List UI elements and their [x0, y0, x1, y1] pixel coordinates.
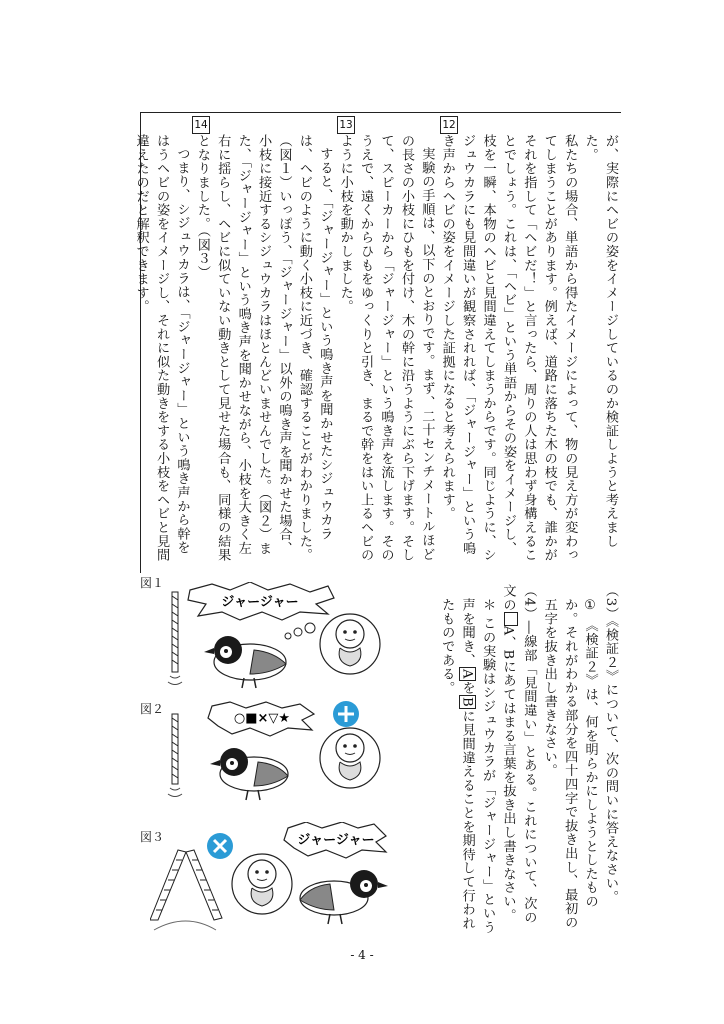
speech-burst — [208, 702, 314, 736]
answer-box-a: A — [459, 669, 475, 680]
question-4-text-a: ―線部「見間違い」とある。これについて、次の文の — [500, 584, 537, 925]
snake-thought-bubble — [232, 854, 292, 914]
bird-icon — [300, 870, 388, 924]
speech-burst-text: ○■×▽★ — [233, 711, 291, 726]
bird-icon — [204, 636, 286, 688]
figure-2-illustration — [150, 700, 390, 818]
question-3-1-text: 《検証２》は、何を明らかにしようとしたものか。それがわかる部分を四十四字で抜き出し、最初の五字を抜き出し書きなさい。 — [541, 598, 598, 930]
question-4-number: （4） — [521, 584, 537, 621]
passage-paragraph: 実験の手順は、以下のとおりです。まず、二十センチメートルほどの長さの小枝にひもを付け、木の幹に沿うようにぶら下げます。そして、スピーカーから「ジャージャー」という鳴き声を流します。そのうえで、遠くからひもをゆっくりと引き、まるで幹をはい上るヘビのように小枝を動かしました。 — [337, 134, 435, 562]
speech-burst-text: ジャージャー — [221, 595, 299, 610]
motion-lines — [168, 676, 182, 685]
figure-1-label: 図１ — [140, 576, 165, 590]
bird-icon — [210, 748, 288, 800]
figure-1-illustration — [150, 582, 390, 700]
thought-dots — [285, 623, 315, 639]
passage-text — [133, 134, 620, 564]
stick-diagonal-right — [186, 850, 222, 920]
questions — [380, 584, 620, 934]
stick-diagonal-left — [150, 850, 186, 920]
paragraph-number-12: 12 — [440, 116, 458, 134]
question-3-1 — [538, 598, 599, 934]
plus-badge-icon — [333, 701, 359, 727]
question-4-note — [436, 598, 497, 934]
stick-vertical — [172, 714, 178, 784]
question-3-1-number: ① — [582, 598, 598, 614]
speech-burst-text: ジャージャー — [297, 833, 375, 848]
paragraph-number-13: 13 — [337, 116, 355, 134]
passage-paragraph: すると、「ジャージャー」という鳴き声を聞かせたシジュウカラは、ヘビのように動く小枝に近づき、確認することがわかりました。（図１）いっぽう、「ジャージャー」以外の鳴き声を聞かせた場合、小枝に接近するシジュウカラはほとんどいませんでした。（図２）また、「ジャージャー」という鳴き声を聞かせながら、小枝を大きく左右に揺らし、ヘビに似ていない動きとして見せた場合も、同様の結果となりました。（図３） — [194, 134, 333, 562]
page-number: - 4 - — [350, 948, 374, 962]
question-4 — [497, 584, 538, 934]
note-text-a: この実験はシジュウカラが「ジャージャー」という声を聞き、 — [459, 598, 496, 935]
note-text-c: に見間違えることを期待して行われたものである。 — [439, 598, 475, 931]
figure-3-illustration — [150, 822, 390, 940]
note-text-b: を — [459, 681, 475, 695]
answer-box-square — [504, 612, 518, 626]
question-3-heading: （3）《検証２》について、次の問いに答えなさい。 — [603, 584, 618, 904]
answer-box-b: B — [459, 696, 475, 708]
passage-paragraph: が、実際にヘビの姿をイメージしているのか検証しようと考えました。 — [582, 134, 618, 548]
paragraph-number-14: 14 — [192, 116, 210, 134]
passage-paragraph: 私たちの場合、単語から得たイメージによって、物の見え方が変わってしまうことがあります。例えば、道路に落ちた木の枝でも、誰かがそれを指して「ヘビだ！」と言ったら、周りの人は思わず身構えることでしょう。これは、「ヘビ」という単語からその姿をイメージし、枝を一瞬、本物のヘビと見間違えてしまうからです。同じように、シジュウカラにも見間違いが観察されれば、「ジャージャー」という鳴き声からヘビの姿をイメージした証拠になると考えられます。 — [439, 134, 578, 562]
note-mark: ＊ — [480, 598, 496, 612]
passage-paragraph: つまり、シジュウカラは、「ジャージャー」という鳴き声から幹をはうヘビの姿をイメージし、それに似た動きをする小枝をヘビと見間違えたのだと解釈できます。 — [133, 134, 190, 562]
snake-thought-bubble — [320, 728, 380, 788]
question-4-text-b: A、Bにあてはまる言葉を抜き出し書きなさい。 — [500, 625, 516, 923]
cross-badge-icon — [207, 833, 233, 859]
figure-2-label: 図２ — [140, 702, 165, 716]
snake-thought-bubble — [320, 614, 380, 674]
figure-3-label: 図３ — [140, 830, 165, 844]
speech-burst — [188, 582, 334, 620]
swing-arc — [154, 921, 216, 930]
speech-burst — [284, 822, 386, 858]
motion-lines — [168, 788, 182, 797]
stick-vertical — [172, 592, 178, 672]
